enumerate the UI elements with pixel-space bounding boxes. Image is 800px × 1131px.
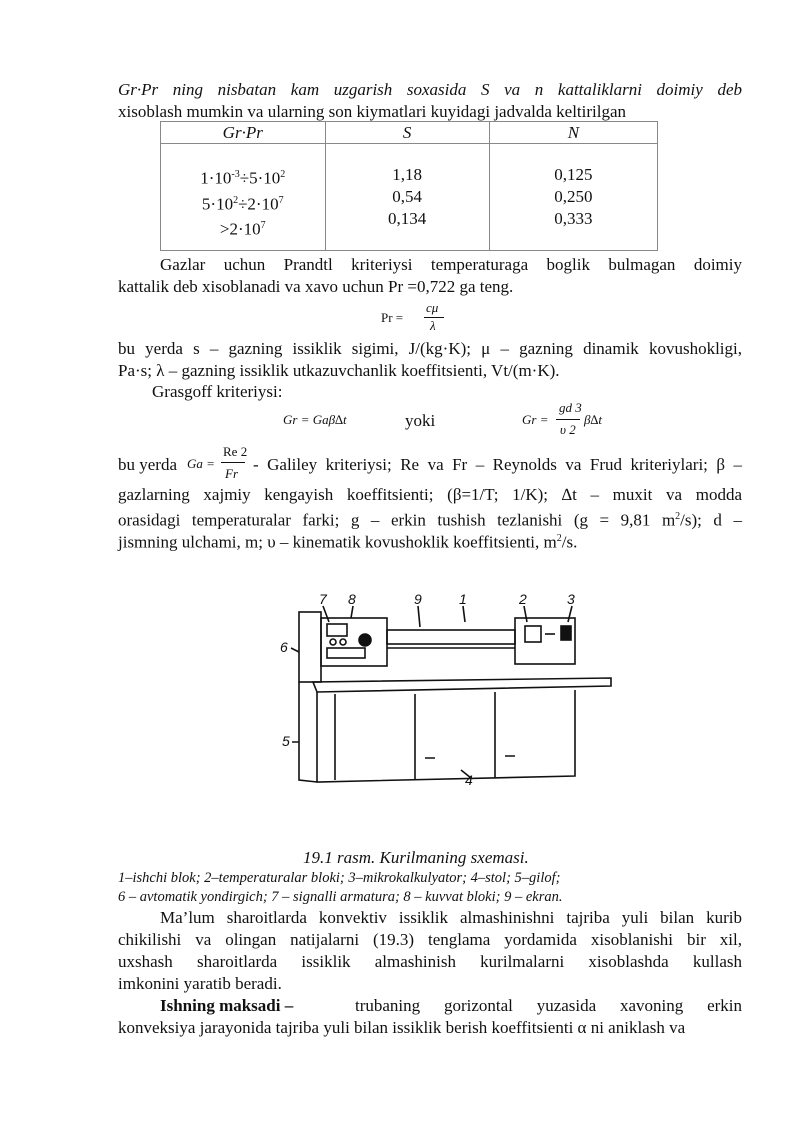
aim-line-2: konveksiya jarayonida tajriba yuli bilan issiklik berish koeffitsienti α ni aniklash va: [118, 1018, 686, 1037]
galiley-formula-lhs: Ga =: [187, 456, 215, 471]
intro-line-1: Gr·Pr ning nisbatan kam uzgarish soxasida S va n kattaliklarni doimiy deb: [118, 80, 742, 99]
aim-line-1: trubaning gorizontal yuzasida xavoning erkin: [355, 996, 742, 1015]
table-col-s: [325, 144, 489, 251]
grashof-or: yoki: [405, 411, 436, 430]
galiley-formula-den: Fr: [225, 466, 238, 481]
closing-line-2: chikilishi va olingan natijalarni (19.3) tenglama yordamida xisoblanishi bir xil,: [118, 930, 742, 949]
closing-line-1: Ma’lum sharoitlarda konvektiv issiklik almashinishni tajriba yuli bilan kurib: [160, 908, 742, 927]
table-cell-grpr-1: $1\cdot 10^{-3}\div 5\cdot 10^2$: [200, 168, 286, 188]
grashof-formula-2: [522, 398, 632, 442]
table-cell-n-3: 0,333: [554, 209, 593, 228]
aim-label: Ishning maksadi –: [160, 996, 294, 1015]
definitions2-line-3: orasidagi temperaturalar farki; g – erkin tushish tezlanishi (g = 9,81 $m^2/s$); d –: [118, 510, 742, 530]
criteria-table: [160, 121, 658, 251]
grashof-formula-2-tail: β∆t: [584, 412, 603, 427]
prandtl-formula-den: λ: [430, 318, 436, 333]
galiley-fraction-bar: [221, 462, 245, 463]
figure-label-7: 7: [319, 591, 327, 607]
grashof-heading: Grasgoff kriteriysi:: [152, 382, 283, 401]
prandtl-line-1: Gazlar uchun Prandtl kriteriysi temperaturaga boglik bulmagan doimiy: [160, 255, 742, 274]
table-header-n: N: [489, 122, 657, 144]
intro-line-2: xisoblash mumkin va ularning son kiymatlari kuyidagi jadvalda keltirilgan: [118, 102, 627, 121]
table-cell-n-1: 0,125: [554, 165, 593, 184]
grashof-formula-2-lhs: Gr =: [522, 412, 549, 427]
table-cell-s-2: 0,54: [392, 187, 422, 206]
prandtl-formula-lhs: Pr =: [381, 310, 404, 325]
table-header-s: S: [325, 122, 489, 144]
definitions2-line-2: gazlarning xajmiy kengayish koeffitsienti; (β=1/T; 1/K); ∆t – muxit va modda: [118, 485, 742, 504]
galiley-formula: [187, 444, 251, 484]
definitions1-line-1: bu yerda s – gazning issiklik sigimi, J/(kg·K); μ – gazning dinamik kovushokligi,: [118, 339, 742, 358]
definitions1-line-2: Pa·s; λ – gazning issiklik utkazuvchanlik koeffitsienti, Vt/(m·K).: [118, 361, 560, 380]
prandtl-line-2: kattalik deb xisoblanadi va xavo uchun Pr =0,722 ga teng.: [118, 277, 514, 296]
figure-label-6: 6: [280, 639, 288, 655]
figure-label-4: 4: [465, 772, 473, 788]
grashof-formula-2-num: gd 3: [559, 400, 582, 415]
table-cell-s-1: 1,18: [392, 165, 422, 184]
table-header-grpr: Gr·Pr: [161, 122, 326, 144]
table-header-row: [161, 122, 658, 144]
table-col-n: [489, 144, 657, 251]
table-row: [161, 144, 658, 251]
galiley-formula-num: Re 2: [223, 444, 248, 459]
table-cell-s-3: 0,134: [388, 209, 427, 228]
prandtl-formula-num: cμ: [426, 300, 439, 315]
definitions2-line-4: jismning ulchami, m; υ – kinematik kovushoklik koeffitsienti, $m^2/s$.: [118, 532, 578, 552]
apparatus-diagram: [275, 582, 615, 792]
prandtl-formula: [381, 300, 461, 334]
figure-label-9: 9: [414, 591, 422, 607]
figure-legend-line-1: 1–ishchi blok; 2–temperaturalar bloki; 3–mikrokalkulyator; 4–stol; 5–gilof;: [118, 870, 561, 886]
table-col-grpr: [161, 144, 326, 251]
figure-label-8: 8: [348, 591, 356, 607]
figure-label-3: 3: [567, 591, 575, 607]
closing-line-3: uxshash sharoitlarda issiklik almashinish kurilmalarni xisoblashda kullash: [118, 952, 742, 971]
figure-caption: 19.1 rasm. Kurilmaning sxemasi.: [303, 848, 529, 867]
table-cell-grpr-3: $>2\cdot 10^7$: [219, 219, 266, 239]
table-cell-n-2: 0,250: [554, 187, 593, 206]
grashof-fraction-bar: [556, 419, 580, 420]
grashof-formula-2-den: υ 2: [560, 422, 576, 437]
figure-label-2: 2: [519, 591, 527, 607]
definitions2-line-1: - Galiley kriteriysi; Re va Fr – Reynolds va Frud kriteriylari; β –: [253, 455, 742, 474]
figure-legend-line-2: 6 – avtomatik yondirgich; 7 – signalli armatura; 8 – kuvvat bloki; 9 – ekran.: [118, 889, 563, 905]
figure-label-5: 5: [282, 733, 290, 749]
grashof-formula-1: Gr = Gaβ∆t: [283, 412, 347, 427]
table-cell-grpr-2: $5\cdot 10^2\div 2\cdot 10^7$: [201, 194, 284, 214]
figure-label-1: 1: [459, 591, 467, 607]
closing-line-4: imkonini yaratib beradi.: [118, 974, 282, 993]
definitions2-lead: bu yerda: [118, 455, 178, 474]
